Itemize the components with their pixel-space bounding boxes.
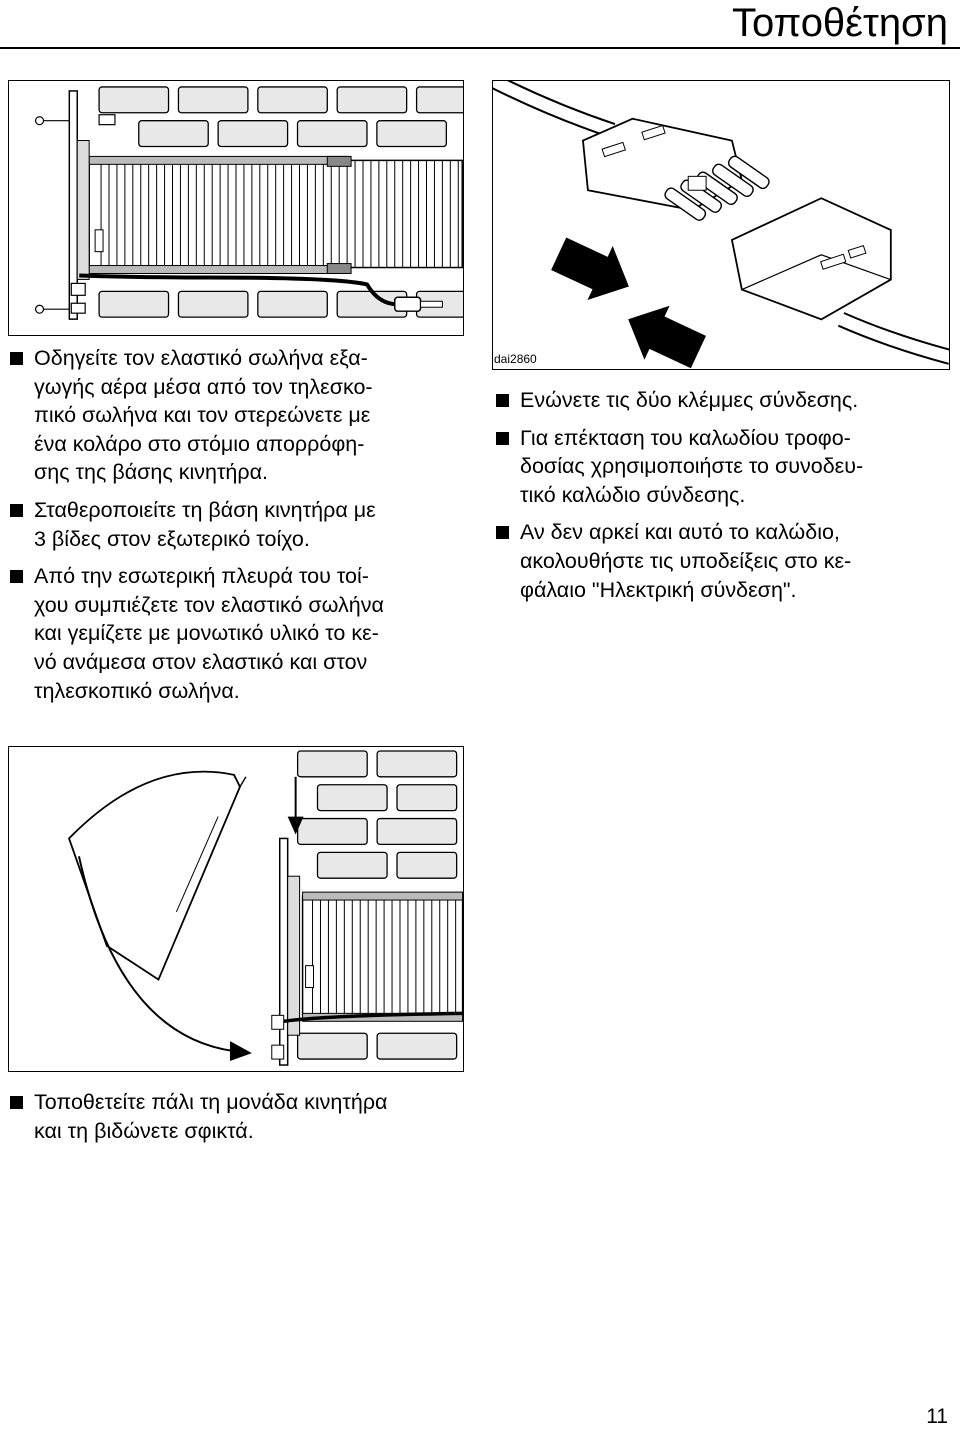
bullet-square-icon (496, 526, 509, 539)
bullet-square-icon (10, 1096, 23, 1109)
instruction-text: Ενώνετε τις δύο κλέμμες σύνδεσης. (520, 388, 859, 412)
right-instructions (494, 386, 950, 613)
figure-motor-unit-refit (8, 746, 464, 1072)
bullet-square-icon (10, 570, 23, 583)
instruction-text: Για επέκταση του καλωδίου τροφο- δοσίας χρησιμοποιήστε το συνοδευ- τικό καλώδιο σύνδεσης. (520, 425, 864, 507)
figure-code: dai2860 (494, 352, 537, 366)
instruction-text: Τοποθετείτε πάλι τη μονάδα κινητήρα και τη βιδώνετε σφικτά. (34, 1090, 388, 1143)
motor-unit-refit-illustration (9, 747, 463, 1071)
list-item (494, 518, 950, 604)
instruction-text: Σταθεροποιείτε τη βάση κινητήρα με 3 βίδες στον εξωτερικό τοίχο. (34, 497, 376, 551)
page-number: 11 (926, 1405, 948, 1428)
header-rule (0, 47, 960, 49)
instruction-text: Οδηγείτε τον ελαστικό σωλήνα εξα- γωγής αέρα μέσα από τον τηλεσκο- πικό σωλήνα και τον στερεώνετε με ένα κολάρο στο στόμιο απορρόφη- σης της βάσης κινητήρα. (34, 346, 373, 485)
bullet-square-icon (10, 504, 23, 517)
left-instructions (8, 344, 464, 714)
terminal-connection-illustration (493, 81, 949, 369)
figure-terminal-connection (492, 80, 950, 370)
list-item (8, 496, 464, 553)
page-title: Τοποθέτηση (731, 1, 948, 45)
instruction-text: Από την εσωτερική πλευρά του τοί- χου συμπιέζετε τον ελαστικό σωλήνα και γεμίζετε με μονωτικό υλικό το κε- νό ανάμεσα στον ελαστικό και στον τηλεσκοπικό σωλήνα. (34, 564, 384, 703)
list-item (8, 562, 464, 705)
bottom-instructions (8, 1088, 464, 1154)
bullet-square-icon (496, 394, 509, 407)
list-item (494, 424, 950, 510)
list-item (8, 1088, 464, 1145)
list-item (494, 386, 950, 415)
figure-hose-installation (8, 80, 464, 336)
list-item (8, 344, 464, 487)
instruction-text: Αν δεν αρκεί και αυτό το καλώδιο, ακολουθήστε τις υποδείξεις στο κε- φάλαιο "Ηλεκτρική σύνδεση". (520, 520, 852, 602)
bullet-square-icon (496, 432, 509, 445)
bullet-square-icon (10, 352, 23, 365)
hose-installation-illustration (9, 81, 463, 335)
